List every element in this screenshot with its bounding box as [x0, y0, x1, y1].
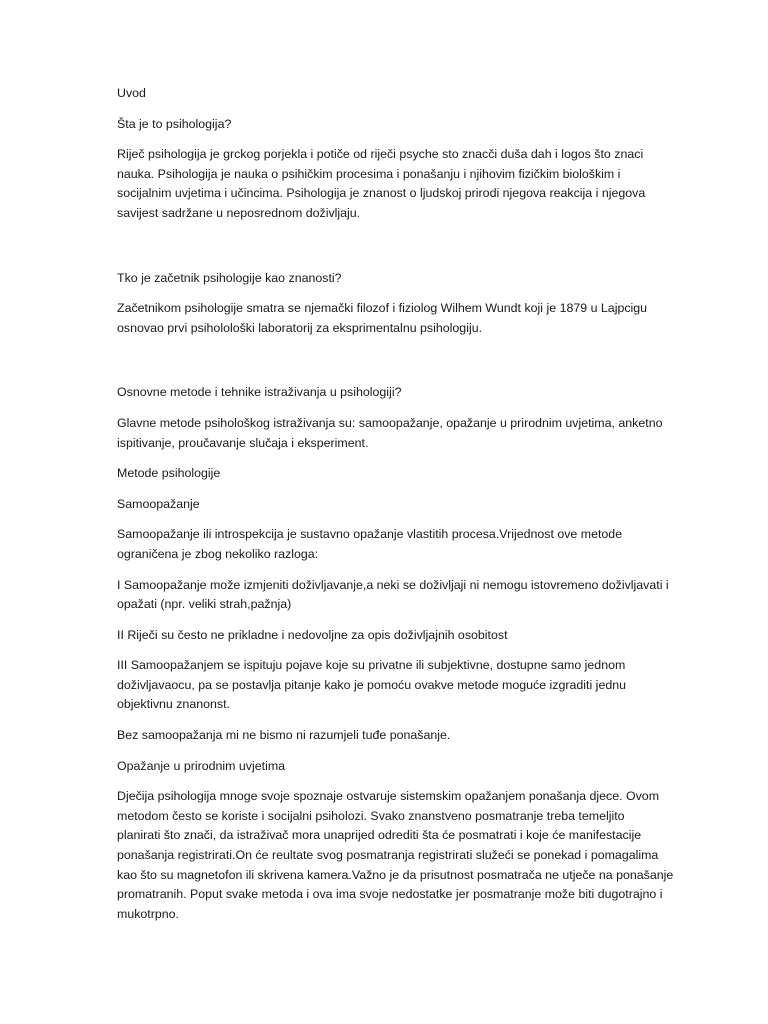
text-line: Uvod	[117, 86, 146, 100]
text-line: Bez samoopažanja mi ne bismo ni razumjeli tuđe ponašanje.	[117, 728, 451, 743]
text-line: ograničena je zbog nekoliko razloga:	[117, 546, 319, 561]
text-line: opažati (npr. veliki strah,pažnja)	[117, 597, 292, 612]
text-line: doživljavaocu, pa se postavlja pitanje kako je pomoću ovakve metode moguće izgraditi jednu	[117, 677, 627, 692]
text-line: kao što su magnetofon ili skrivena kamera.Važno je da prisutnost posmatrača ne utječe na ponašanje	[117, 867, 674, 882]
paragraph	[117, 525, 657, 564]
text-line: Metode psihologije	[117, 466, 221, 481]
paragraph	[117, 414, 663, 453]
text-line: ispitivanje, proučavanje slučaja i eksperiment.	[117, 435, 369, 450]
text-line: Riječ psihologija je grckog porjekla i potiče od riječi psyche sto znacči duša dah i logos što znaci	[117, 147, 644, 162]
section-heading	[117, 84, 657, 104]
text-line: Opažanje u prirodnim uvjetima	[117, 758, 286, 773]
section-spacer	[117, 349, 657, 383]
section-heading	[117, 464, 657, 484]
paragraph	[117, 626, 657, 646]
text-line: Osnovne metode i tehnike istraživanja u psihologiji?	[117, 385, 402, 400]
text-line: nauka. Psihologija je nauka o psihičkim procesima i ponašanju i njihovim fizičkim biološkim i	[117, 166, 621, 181]
text-line: savijest sadržane u neposrednom doživljaju.	[117, 205, 361, 220]
text-line: I Samoopažanje može izmjeniti doživljavanje,a neki se doživljaji ni nemogu istovremeno doživljavati i	[117, 577, 669, 592]
section-heading	[117, 495, 657, 515]
section-heading	[117, 115, 657, 135]
text-line: Glavne metode psihološkog istraživanja su: samoopažanje, opažanje u prirodnim uvjetima, anketno	[117, 415, 663, 430]
section-spacer	[117, 235, 657, 269]
paragraph	[117, 787, 674, 924]
text-line: Samoopažanje ili introspekcija je sustavno opažanje vlastitih procesa.Vrijednost ove metode	[117, 527, 623, 542]
text-line: Šta je to psihologija?	[117, 116, 232, 131]
paragraph	[117, 145, 657, 223]
paragraph	[117, 726, 657, 746]
section-heading	[117, 757, 657, 777]
text-line: planirati što znači, da istraživač mora unaprijed odrediti šta će posmatrati i koje će manifestacije	[117, 828, 642, 843]
text-line: ponašanja registrirati.On će reultate svog posmatranja registrirati služeći se ponekad i pomagalima	[117, 848, 659, 863]
section-heading	[117, 383, 657, 403]
text-line: promatranih. Poput svake metoda i ova ima svoje nedostatke jer posmatranje može biti dugotrajno i	[117, 887, 663, 902]
text-line: Samoopažanje	[117, 496, 200, 511]
paragraph	[117, 656, 657, 715]
text-line: Tko je začetnik psihologije kao znanosti?	[117, 270, 342, 285]
text-line: mukotrpno.	[117, 906, 179, 921]
text-line: Začetnikom psihologije smatra se njemački filozof i fiziolog Wilhem Wundt koji je 1879 u Lajpcigu	[117, 301, 648, 316]
text-line: III Samoopažanjem se ispituju pojave koje su privatne ili subjektivne, dostupne samo jednom	[117, 658, 626, 673]
paragraph	[117, 576, 669, 615]
section-heading	[117, 269, 657, 289]
text-line: osnovao prvi psiholološki laboratorij za eksprimentalnu psihologiju.	[117, 320, 483, 335]
text-line: II Riječi su često ne prikladne i nedovoljne za opis doživljajnih osobitost	[117, 627, 508, 642]
text-line: objektivnu znanonst.	[117, 697, 230, 712]
text-line: socijalnim uvjetima i učincima. Psihologija je znanost o ljudskoj prirodi njegova reakcija i njegova	[117, 186, 646, 201]
text-line: metodom često se koriste i socijalni psiholozi. Svako znanstveno posmatranje treba temeljito	[117, 808, 625, 823]
paragraph	[117, 299, 657, 338]
document-page	[117, 84, 674, 935]
text-line: Dječija psihologija mnoge svoje spoznaje ostvaruje sistemskim opažanjem ponašanja djece. Ovom	[117, 789, 660, 804]
